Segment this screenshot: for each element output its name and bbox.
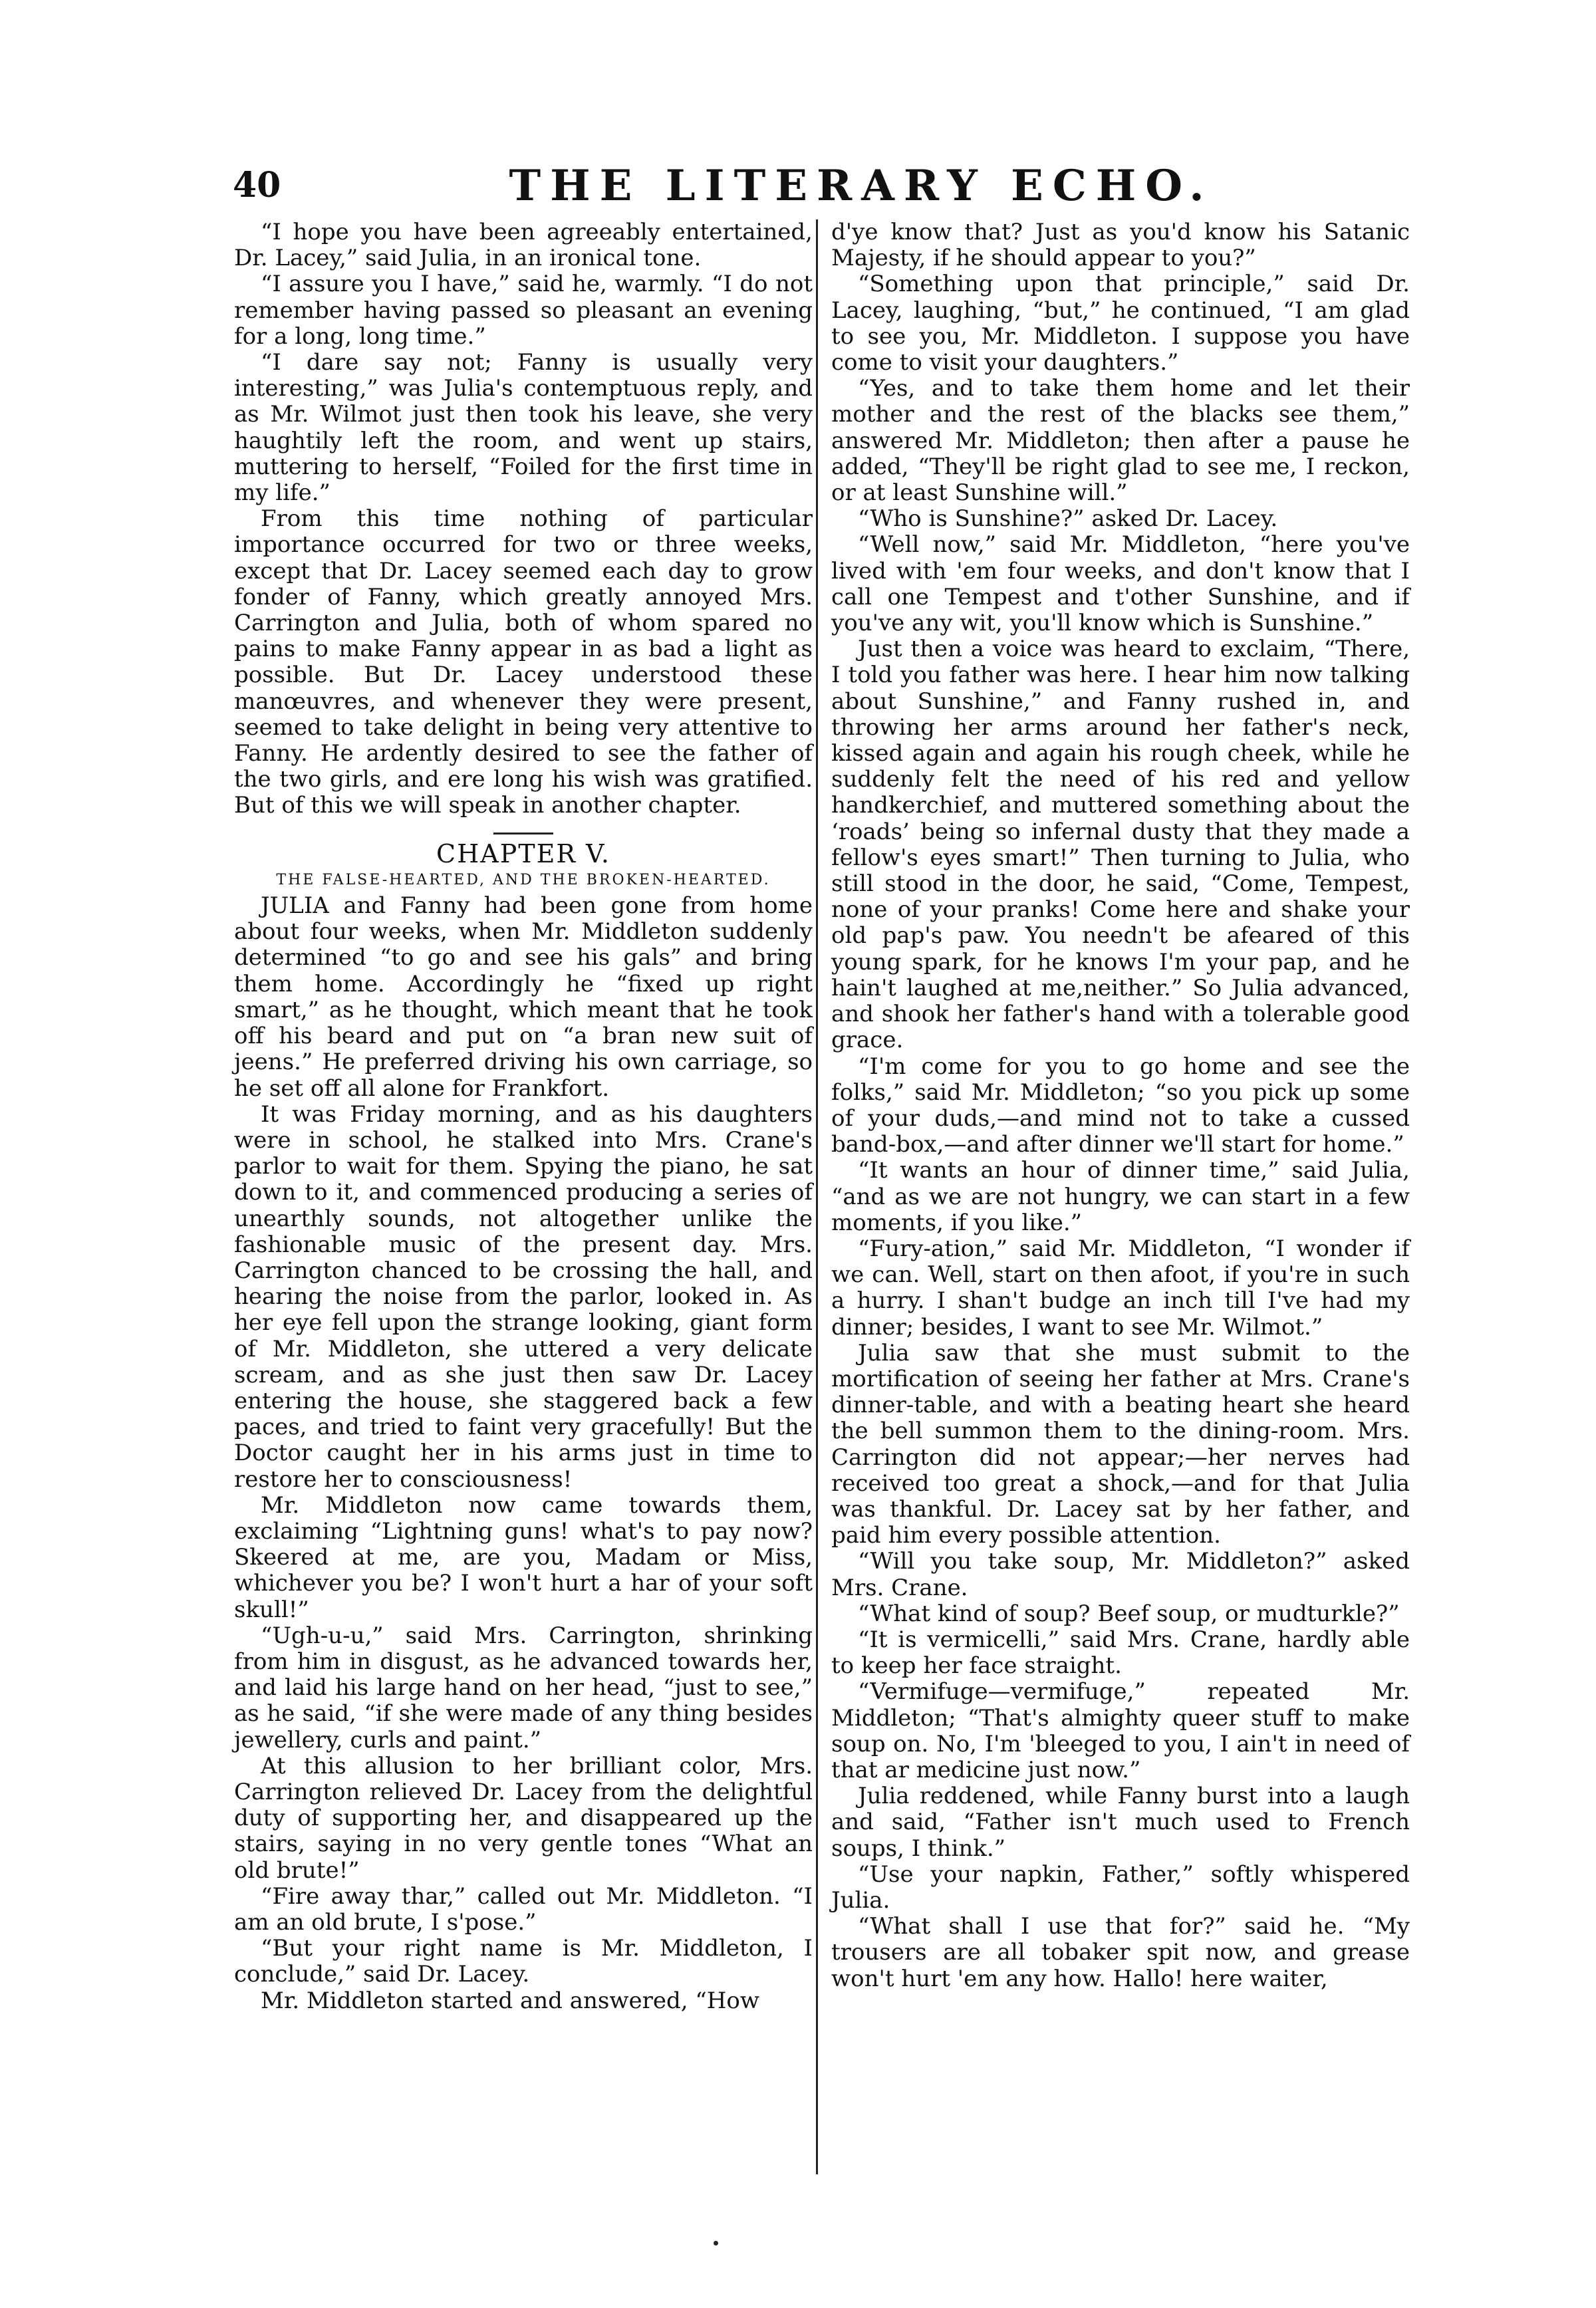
paragraph: Mr. Middleton now came towards them, exclaiming “Lightning guns! what's to pay now? Skeered at me, are you, Madam or Miss, whichever you be? I won't hurt a har of your soft skull!” bbox=[234, 1491, 813, 1623]
paragraph: “I assure you I have,” said he, warmly. “I do not remember having passed so pleasant an evening for a long, long time.” bbox=[234, 271, 813, 350]
paragraph: “Who is Sunshine?” asked Dr. Lacey. bbox=[858, 505, 1278, 533]
paragraph: “I hope you have been agreeably entertained, Dr. Lacey,” said Julia, in an ironical tone. bbox=[234, 219, 813, 272]
paragraph: JULIA and Fanny had been gone from home about four weeks, when Mr. Middleton suddenly determined “to go and see his gals” and bring them home. Accordingly he “fixed up right smart,” as he thought, which meant that he took off his beard and put on “a bran new suit of jeens.” He preferred driving his own carriage, so he set off all alone for Frankfort. bbox=[234, 892, 813, 1102]
paragraph: Julia reddened, while Fanny burst into a laugh and said, “Father isn't much used to French soups, I think.” bbox=[831, 1783, 1410, 1862]
chapter-divider bbox=[493, 833, 553, 834]
right-column bbox=[831, 219, 1410, 1992]
paragraph: “I'm come for you to go home and see the folks,” said Mr. Middleton; “so you pick up some of your duds,—and mind not to take a cussed band-box,—and after dinner we'll start for home.” bbox=[831, 1053, 1410, 1158]
paragraph: At this allusion to her brilliant color, Mrs. Carrington relieved Dr. Lacey from the delightful duty of supporting her, and disappeared up the stairs, saying in no very gentle tones “What an old brute!” bbox=[234, 1752, 813, 1884]
paragraph: From this time nothing of particular importance occurred for two or three weeks, except that Dr. Lacey seemed each day to grow fonder of Fanny, which greatly annoyed Mrs. Carrington and Julia, both of whom spared no pains to make Fanny appear in as bad a light as possible. But Dr. Lacey understood these manœuvres, and whenever they were present, seemed to take delight in being very attentive to Fanny. He ardently desired to see the father of the two girls, and ere long his wish was gratified. But of this we will speak in another chapter. bbox=[234, 505, 813, 819]
paragraph: Just then a voice was heard to exclaim, “There, I told you father was here. I hear him now talking about Sunshine,” and Fanny rushed in, and throwing her arms around her father's neck, kissed again and again his rough cheek, while he suddenly felt the need of his red and yellow handkerchief, and muttered something about the ‘roads’ being so infernal dusty that they made a fellow's eyes smart!” Then turning to Julia, who still stood in the door, he said, “Come, Tempest, none of your pranks! Come here and shake your old pap's paw. You needn't be afeared of this young spark, for he knows I'm your pap, and he hain't laughed at me,neither.” So Julia advanced, and shook her father's hand with a tolerable good grace. bbox=[831, 636, 1410, 1054]
paragraph: “It is vermicelli,” said Mrs. Crane, hardly able to keep her face straight. bbox=[831, 1626, 1410, 1680]
paragraph-continuation: d'ye know that? Just as you'd know his Satanic Majesty, if he should appear to you?” bbox=[831, 219, 1410, 272]
chapter-subtitle: THE FALSE-HEARTED, AND THE BROKEN-HEARTED. bbox=[276, 871, 771, 888]
paragraph: “Use your napkin, Father,” softly whispered Julia. bbox=[831, 1860, 1410, 1914]
paragraph: “Fury-ation,” said Mr. Middleton, “I wonder if we can. Well, start on then afoot, if you're in such a hurry. I shan't budge an inch till I've had my dinner; besides, I want to see Mr. Wilmot.” bbox=[831, 1235, 1410, 1341]
journal-title: THE LITERARY ECHO. bbox=[509, 161, 1214, 211]
left-column bbox=[234, 219, 813, 2014]
paragraph: It was Friday morning, and as his daughters were in school, he stalked into Mrs. Crane's parlor to wait for them. Spying the piano, he sat down to it, and commenced producing a series of unearthly sounds, not altogether unlike the fashionable music of the present day. Mrs. Carrington chanced to be crossing the hall, and hearing the noise from the parlor, looked in. As her eye fell upon the strange looking, giant form of Mr. Middleton, she uttered a very delicate scream, and as she just then saw Dr. Lacey entering the house, she staggered back a few paces, and tried to faint very gracefully! But the Doctor caught her in his arms just in time to restore her to consciousness! bbox=[234, 1100, 813, 1493]
paragraph: “Yes, and to take them home and let their mother and the rest of the blacks see them,” answered Mr. Middleton; then after a pause he added, “They'll be right glad to see me, I reckon, or at least Sunshine will.” bbox=[831, 375, 1410, 507]
page-header bbox=[233, 161, 1410, 218]
page-number: 40 bbox=[233, 165, 281, 205]
page-mark bbox=[714, 2241, 718, 2245]
paragraph: “What shall I use that for?” said he. “My trousers are all tobaker spit now, and grease won't hurt 'em any how. Hallo! here waiter, bbox=[831, 1913, 1410, 1992]
paragraph: “Something upon that principle,” said Dr. Lacey, laughing, “but,” he continued, “I am glad to see you, Mr. Middleton. I suppose you have come to visit your daughters.” bbox=[831, 271, 1410, 376]
column-divider bbox=[816, 219, 818, 2174]
paragraph: “But your right name is Mr. Middleton, I conclude,” said Dr. Lacey. bbox=[234, 1935, 813, 1988]
paragraph: “What kind of soup? Beef soup, or mudturkle?” bbox=[858, 1600, 1400, 1627]
paragraph: “It wants an hour of dinner time,” said Julia, “and as we are not hungry, we can start in a few moments, if you like.” bbox=[831, 1157, 1410, 1236]
paragraph: “Will you take soup, Mr. Middleton?” asked Mrs. Crane. bbox=[831, 1548, 1410, 1601]
paragraph: Mr. Middleton started and answered, “How bbox=[261, 1987, 759, 2014]
paragraph: “I dare say not; Fanny is usually very interesting,” was Julia's contemptuous reply, and as Mr. Wilmot just then took his leave, she very haughtily left the room, and went up stairs, muttering to herself, “Foiled for the first time in my life.” bbox=[234, 349, 813, 507]
paragraph: Julia saw that she must submit to the mortification of seeing her father at Mrs. Crane's dinner-table, and with a beating heart she heard the bell summon them to the dining-room. Mrs. Carrington did not appear;—her nerves had received too great a shock,—and for that Julia was thankful. Dr. Lacey sat by her father, and paid him every possible attention. bbox=[831, 1339, 1410, 1549]
paragraph: “Well now,” said Mr. Middleton, “here you've lived with 'em four weeks, and don't know that I call one Tempest and t'other Sunshine, and if you've any wit, you'll know which is Sunshine.” bbox=[831, 531, 1410, 637]
paragraph: “Vermifuge—vermifuge,” repeated Mr. Middleton; “That's almighty queer stuff to make soup on. No, I'm 'bleeged to you, I ain't in need of that ar medicine just now.” bbox=[831, 1678, 1410, 1783]
chapter-heading: CHAPTER V. bbox=[436, 838, 610, 868]
paragraph: “Ugh-u-u,” said Mrs. Carrington, shrinking from him in disgust, as he advanced towards her, and laid his large hand on her head, “just to see,” as he said, “if she were made of any thing besides jewellery, curls and paint.” bbox=[234, 1622, 813, 1753]
paragraph: “Fire away thar,” called out Mr. Middleton. “I am an old brute, I s'pose.” bbox=[234, 1882, 813, 1936]
